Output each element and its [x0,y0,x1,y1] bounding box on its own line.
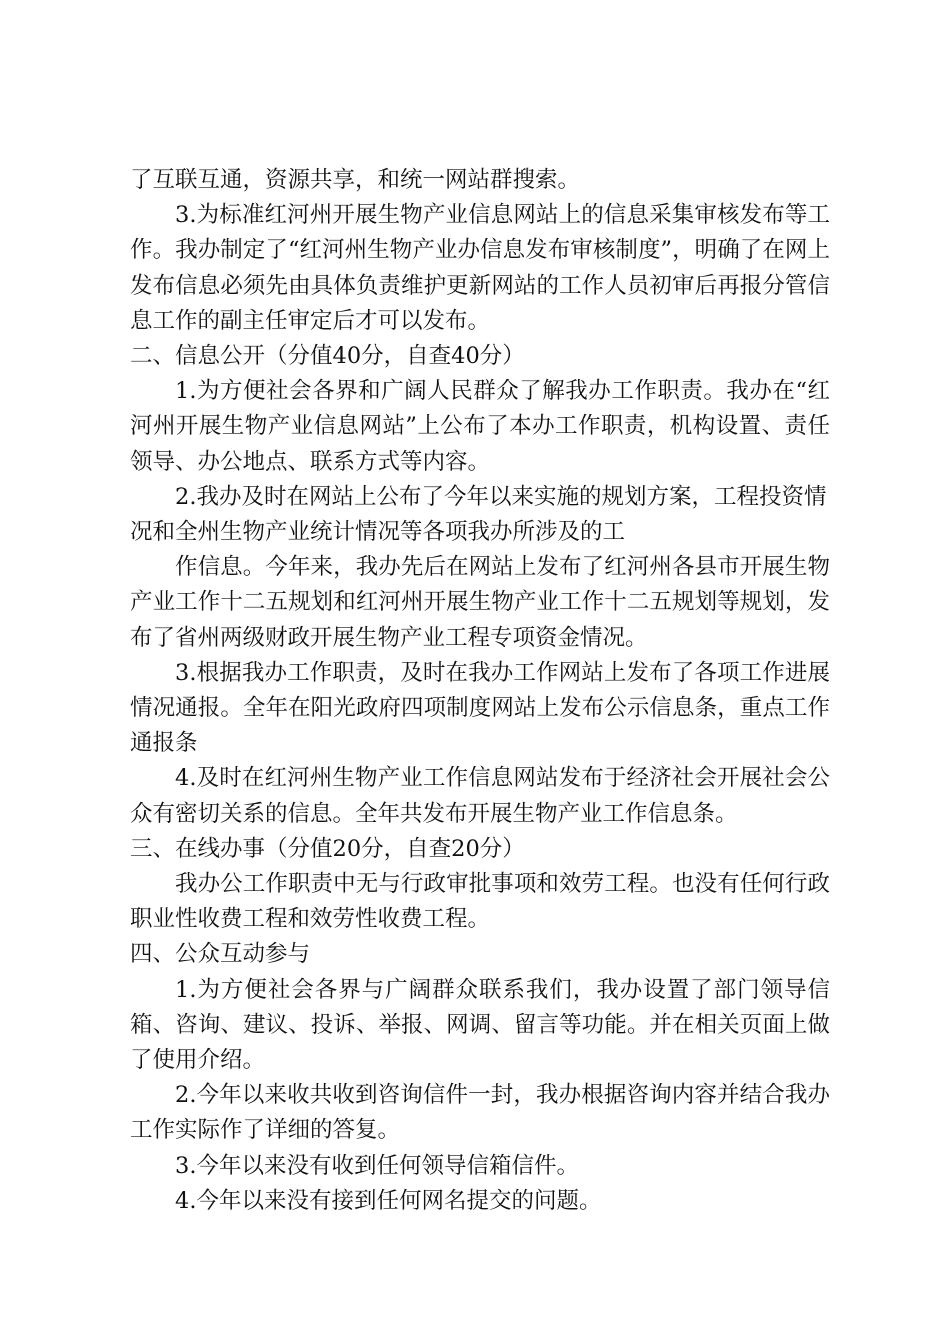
section-heading-info-disclosure: 二、信息公开（分值40分，自查40分） [130,343,525,370]
paragraph-item-1-mailbox: 1.为方便社会各界与广阔群众联系我们，我办设置了部门领导信箱、咨询、建议、投诉、举报、网调、留言等功能。并在相关页面上做了使用介绍。 [130,976,830,1074]
paragraph-item-4-release: 4.及时在红河州生物产业工作信息网站发布于经济社会开展社会公众有密切关系的信息。全年共发布开展生物产业工作信息条。 [130,765,830,827]
paragraph-item-2-continued: 作信息。今年来，我办先后在网站上发布了红河州各县市开展生物产业工作十二五规划和红河州开展生物产业工作十二五规划等规划，发布了省州两级财政开展生物产业工程专项资金情况。 [130,554,830,651]
paragraph-item-2-plans: 2.我办及时在网站上公布了今年以来实施的规划方案，工程投资情况和全州生物产业统计情况等各项我办所涉及的工 [130,483,827,546]
paragraph-item-1-duties: 1.为方便社会各界和广阔人民群众了解我办工作职责。我办在“红河州开展生物产业信息网站”上公布了本办工作职责，机构设置、责任领导、办公地点、联系方式等内容。 [130,378,830,475]
paragraph-item-3-standard: 3.为标准红河州开展生物产业信息网站上的信息采集审核发布等工作。我办制定了“红河州生物产业办信息发布审核制度”，明确了在网上发布信息必须先由具体负责维护更新网站的工作人员初审后再报分管信息工作的副主任审定后才可以发布。 [130,202,830,334]
section-heading-public-interaction: 四、公众互动参与 [130,941,311,968]
paragraph-continuation: 了互联互通，资源共享，和统一网站群搜索。 [130,167,581,193]
paragraph-item-4-questions: 4.今年以来没有接到任何网名提交的问题。 [175,1187,602,1214]
section-heading-online-services: 三、在线办事（分值20分，自查20分） [130,835,525,862]
paragraph-item-2-consultation: 2.今年以来收共收到咨询信件一封，我办根据咨询内容并结合我办工作实际作了详细的答复。 [130,1082,830,1144]
paragraph-online-services: 我办公工作职责中无与行政审批事项和效劳工程。也没有任何行政职业性收费工程和效劳性收费工程。 [130,871,830,933]
paragraph-item-3-progress: 3.根据我办工作职责，及时在我办工作网站上发布了各项工作进展情况通报。全年在阳光政府四项制度网站上发布公示信息条，重点工作通报条 [130,659,830,757]
document-body [130,163,830,1219]
paragraph-item-3-letters: 3.今年以来没有收到任何领导信箱信件。 [175,1152,579,1179]
